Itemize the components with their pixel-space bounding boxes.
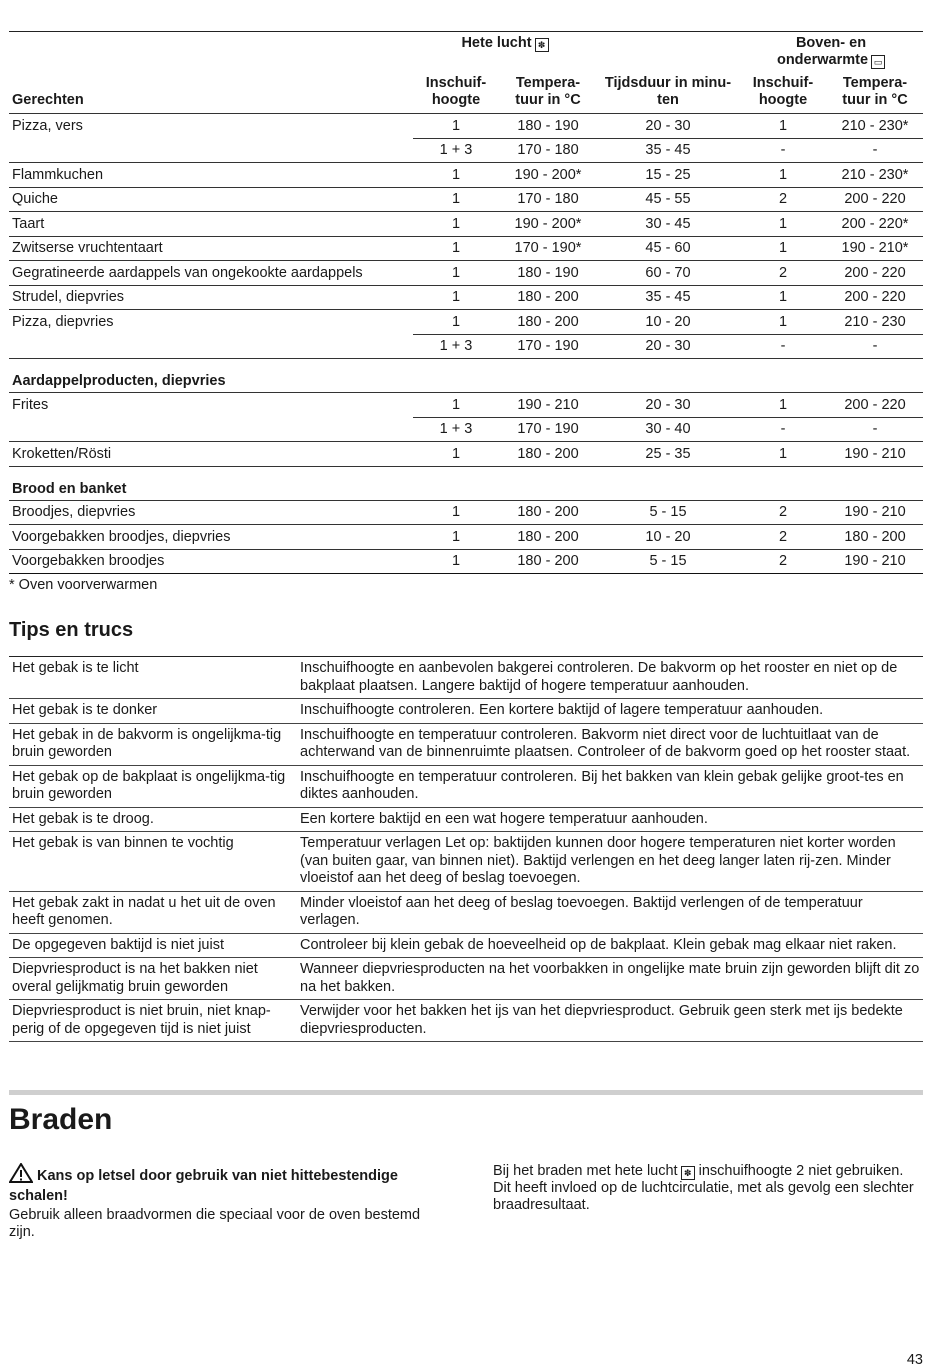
table-row: Zwitserse vruchtentaart 1 170 - 190* 45 - 60 1 190 - 210* [9,236,923,261]
tip-row: Het gebak is van binnen te vochtig Temperatuur verlagen Let op: baktijden kunnen door hogere temperaturen niet korter worden (van buiten gaar, van binnen niet). Baktijd verlengen en het deeg langer laten rij-zen. Minder vloeistof aan het deeg of beslag toevoegen. [9,832,923,892]
tip-row: Het gebak op de bakplaat is ongelijkma-tig bruin geworden Inschuifhoogte en temperatuur controleren. Bij het bakken van klein gebak gelijke groot-tes en diktes aanhouden. [9,765,923,807]
tip-row: Het gebak is te donker Inschuifhoogte controleren. Een kortere baktijd of lagere temperatuur aanhouden. [9,699,923,724]
tips-heading: Tips en trucs [9,619,134,641]
section-header: Aardappelproducten, diepvries [9,359,923,393]
time-column-header: Tijdsduur in minu- ten [597,73,739,114]
table-row: 1 + 3 170 - 180 35 - 45 - - [9,138,923,163]
top-bottom-heat-header: Boven- en onderwarmte ▭ [739,32,923,74]
table-row: Frites 1 190 - 210 20 - 30 1 200 - 220 [9,393,923,418]
page [9,0,923,1241]
table-row: 1 + 3 170 - 190 20 - 30 - - [9,334,923,359]
empty-header [9,32,413,74]
section-header: Brood en banket [9,466,923,500]
fan-icon: ✽ [535,38,549,52]
height-column-header: Inschuif- hoogte [739,73,827,114]
page-number: 43 [906,1352,923,1368]
cooking-table [9,31,923,574]
tip-row: Het gebak is te licht Inschuifhoogte en aanbevolen bakgerei controleren. De bakvorm op het rooster en niet op de bakplaat plaatsen. Langere baktijd of hogere temperatuur aanhouden. [9,657,923,699]
section-divider [9,1090,923,1095]
warning-triangle-icon [9,1163,33,1188]
warning-title: Kans op letsel door gebruik van niet hittebestendige schalen! [9,1163,434,1205]
warning-block [9,1163,434,1241]
table-row: Voorgebakken broodjes, diepvries 1 180 - 200 10 - 20 2 180 - 200 [9,525,923,550]
tip-row: Het gebak zakt in nadat u het uit de oven heeft genomen. Minder vloeistof aan het deeg of beslag toevoegen. Baktijd verlengen of de temperatuur verlagen. [9,891,923,933]
temperature-column-header: Tempera- tuur in °C [499,73,597,114]
table-row: Kroketten/Rösti 1 180 - 200 25 - 35 1 190 - 210 [9,442,923,467]
table-footnote: * Oven voorverwarmen [9,577,158,593]
tip-row: De opgegeven baktijd is niet juist Controleer bij klein gebak de hoeveelheid op de bakplaat. Klein gebak mag elkaar niet raken. [9,933,923,958]
tips-table [9,656,923,1042]
tip-row: Het gebak in de bakvorm is ongelijkma-tig bruin geworden Inschuifhoogte en temperatuur controleren. Bakvorm niet direct voor de luchtuitlaat van de achterwand van de binnenruimte plaatsen. Controleer of de bakvorm goed op het rooster staat. [9,723,923,765]
hot-air-header: Hete lucht ✽ [413,32,597,74]
table-row: Pizza, vers 1 180 - 190 20 - 30 1 210 - 230* [9,114,923,139]
height-column-header: Inschuif- hoogte [413,73,499,114]
table-row: 1 + 3 170 - 190 30 - 40 - - [9,417,923,442]
table-row: Taart 1 190 - 200* 30 - 45 1 200 - 220* [9,212,923,237]
table-row: Broodjes, diepvries 1 180 - 200 5 - 15 2 190 - 210 [9,500,923,525]
table-row: Flammkuchen 1 190 - 200* 15 - 25 1 210 - 230* [9,163,923,188]
table-row: Gegratineerde aardappels van ongekookte aardappels 1 180 - 190 60 - 70 2 200 - 220 [9,261,923,286]
braden-columns [9,1163,923,1241]
warning-body: Gebruik alleen braadvormen die speciaal voor de oven bestemd zijn. [9,1207,421,1240]
tip-row: Diepvriesproduct is niet bruin, niet knap-perig of de opgegeven tijd is niet juist Verwijder voor het bakken het ijs van het diepvriesproduct. Gebruik geen sterk met ijs bedekte diepvriesproducten. [9,1000,923,1042]
braden-heading: Braden [9,1103,113,1136]
empty-header [597,32,739,74]
tip-row: Diepvriesproduct is na het bakken niet overal gelijkmatig bruin geworden Wanneer diepvriesproducten na het voorbakken in ongelijke mate bruin zijn geworden blijft dit zo na het bakken. [9,958,923,1000]
temperature-column-header: Tempera- tuur in °C [827,73,923,114]
dish-column-header: Gerechten [9,73,413,114]
table-row: Strudel, diepvries 1 180 - 200 35 - 45 1 200 - 220 [9,285,923,310]
fan-icon: ✽ [681,1166,695,1180]
tip-row: Het gebak is te droog. Een kortere baktijd en een wat hogere temperatuur aanhouden. [9,807,923,832]
table-row: Quiche 1 170 - 180 45 - 55 2 200 - 220 [9,187,923,212]
hot-air-note: Bij het braden met hete lucht ✽ inschuifhoogte 2 niet gebruiken. Dit heeft invloed op de luchtcirculatie, met als gevolg een slechter braadresultaat. [493,1163,914,1213]
table-row: Pizza, diepvries 1 180 - 200 10 - 20 1 210 - 230 [9,310,923,335]
top-bottom-heat-icon: ▭ [871,55,885,69]
table-row: Voorgebakken broodjes 1 180 - 200 5 - 15 2 190 - 210 [9,549,923,574]
